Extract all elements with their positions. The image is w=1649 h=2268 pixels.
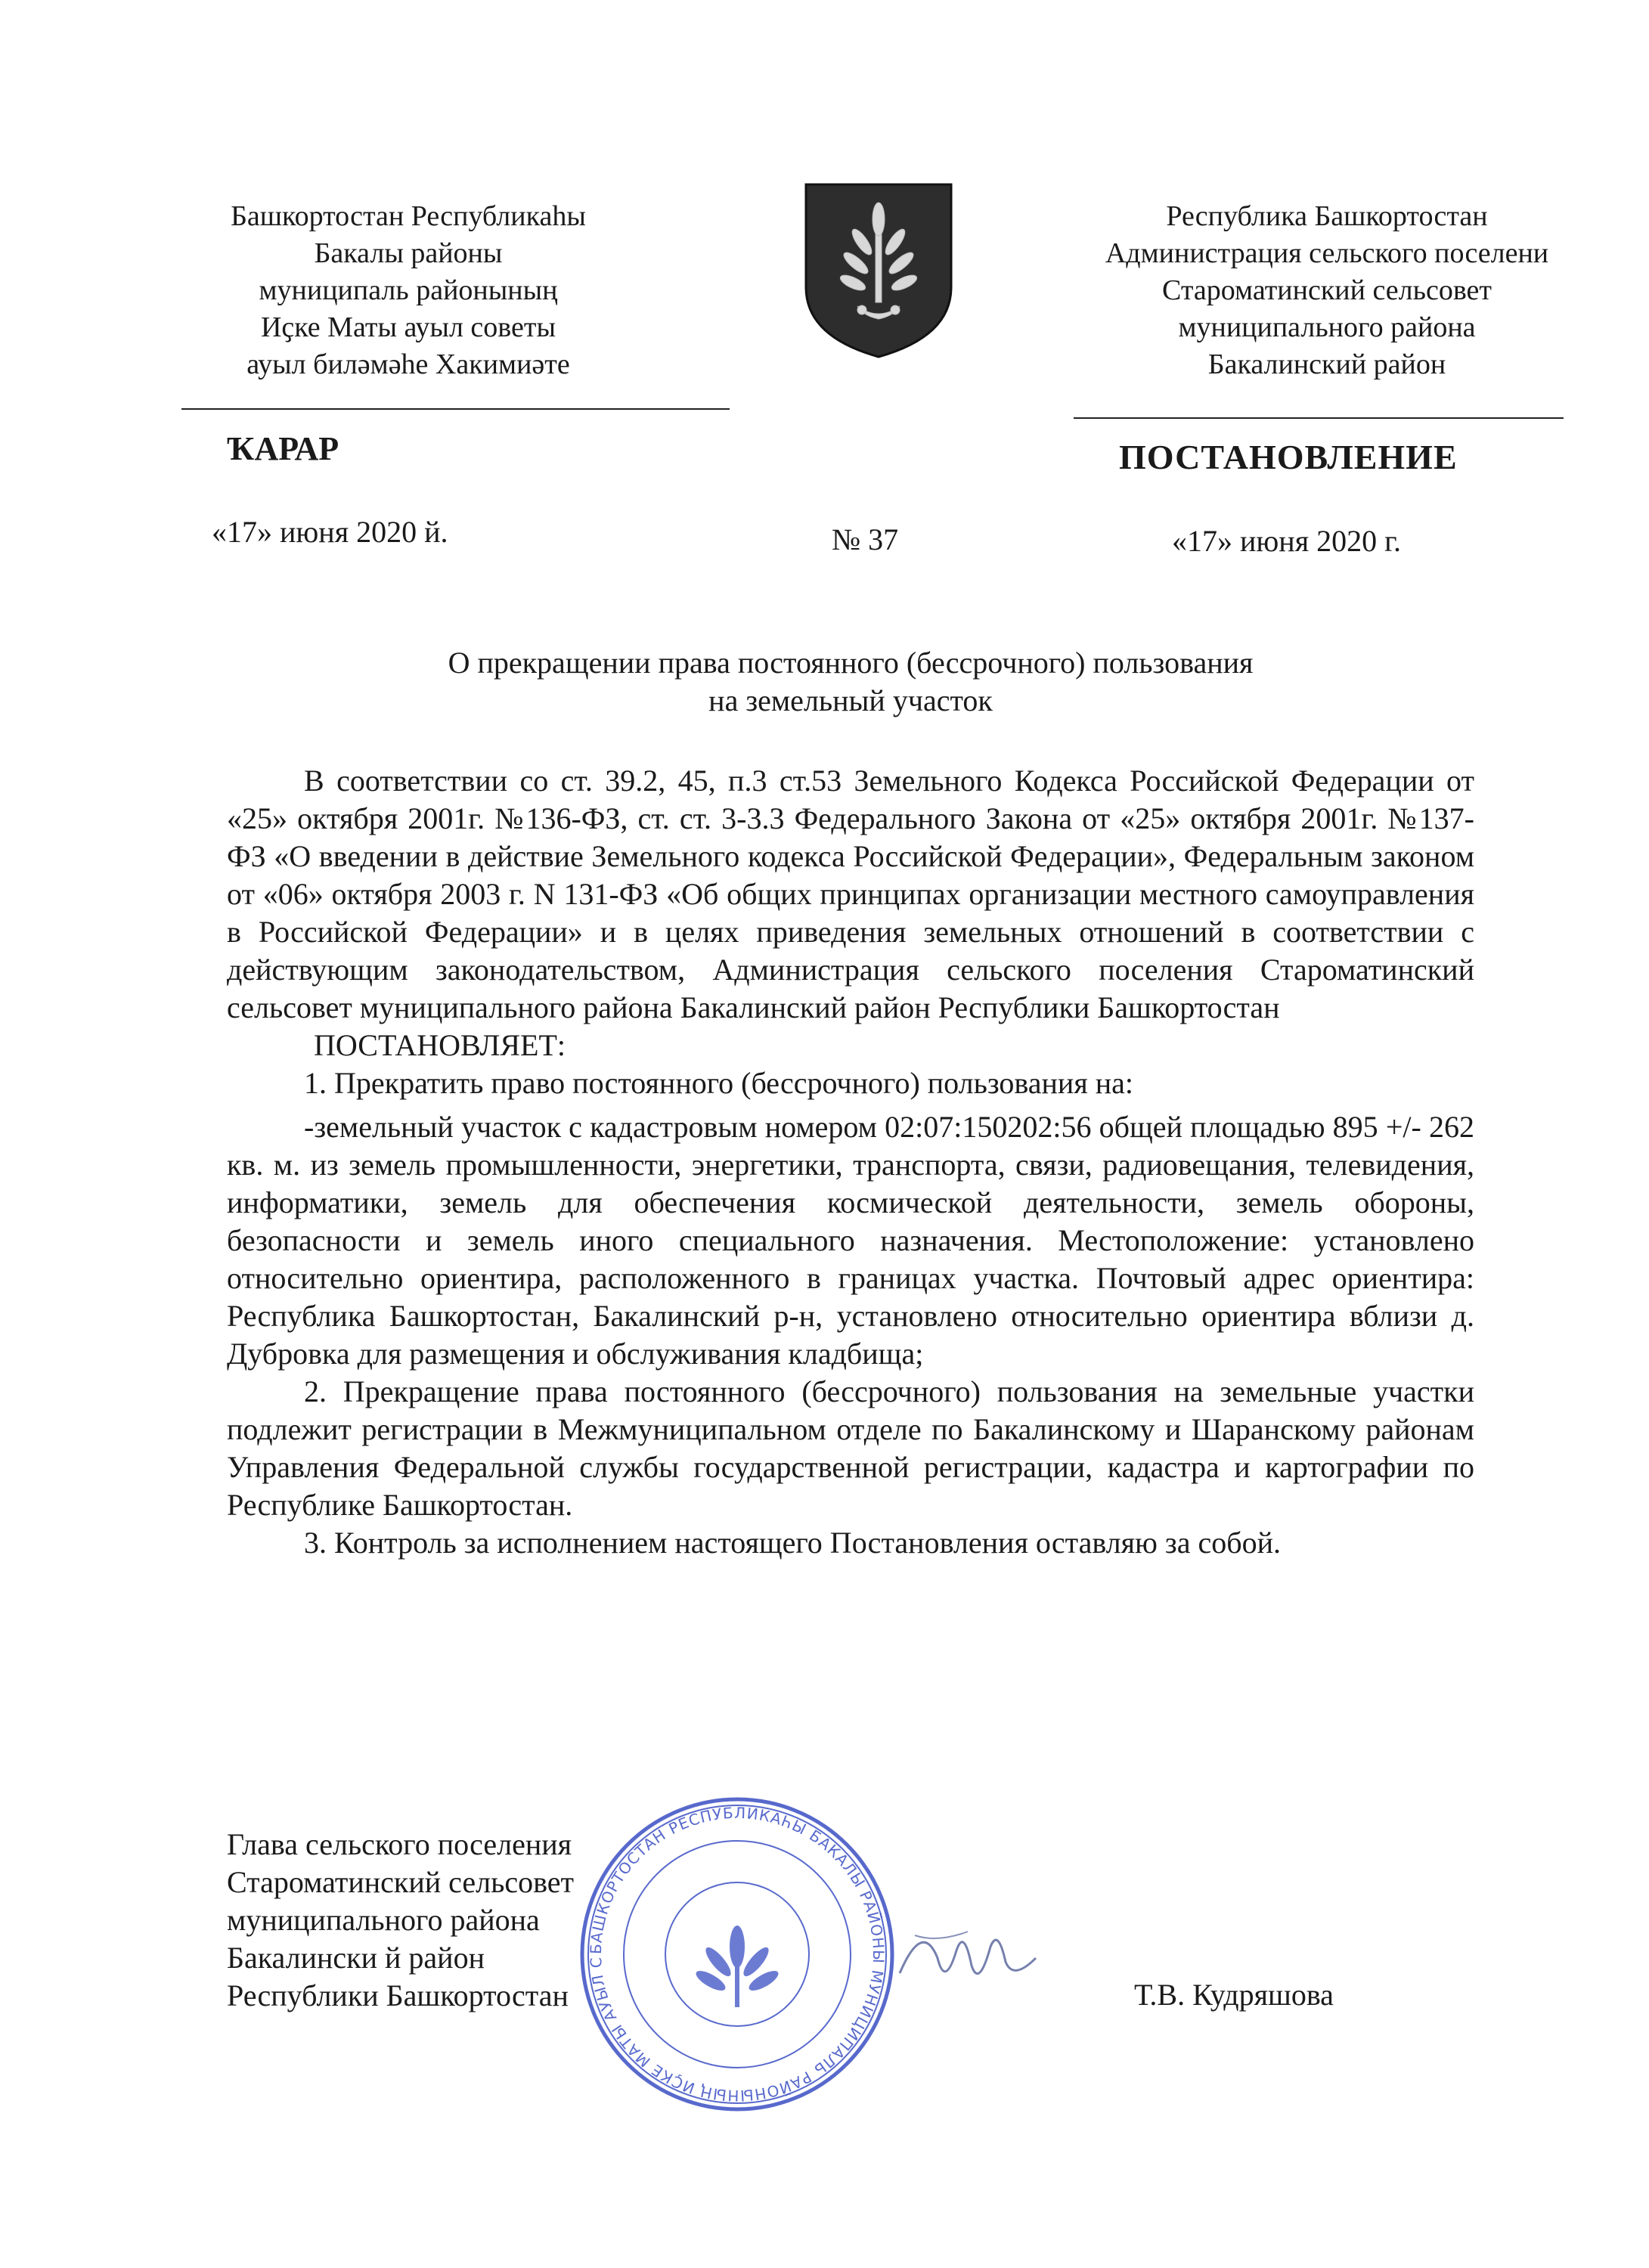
header-right-block (1043, 198, 1610, 383)
body-preamble: В соответствии со ст. 39.2, 45, п.3 ст.53 Земельного Кодекса Российской Федерации от «25» октября 2001г. №136-ФЗ, ст. ст. 3-3.3 Федерального Закона от «25» октября 2001г. №137-ФЗ «О введении в действие Земельного кодекса Российской Федерации», Федеральным законом от «06» октября 2003 г. N 131-ФЗ «Об общих принципах организации местного самоуправления в Российской Федерации» и в целях приведения земельных отношений в соответствии с действующим законодательством, Администрация сельского поселения Староматинский сельсовет муниципального района Бакалинский район Республики Башкортостан (227, 764, 1474, 1024)
coat-of-arms-emblem-icon (803, 181, 954, 359)
signature-position-line: Бакалински й район (227, 1941, 485, 1975)
decree-subject-line: О прекращении права постоянного (бессрочного) пользования (448, 646, 1254, 680)
signature-position-line: Республики Башкортостан (227, 1978, 569, 2012)
decree-subject-line: на земельный участок (708, 683, 993, 717)
body-item-2: 2. Прекращение права постоянного (бессрочного) пользования на земельные участки подлежит регистрации в Межмуниципальном отделе по Бакалинскому и Шаранскому районам Управления Федеральной службы государственной регистрации, кадастра и картографии по Республике Башкортостан. (227, 1374, 1474, 1522)
official-stamp (575, 1792, 900, 2117)
decree-body (227, 762, 1474, 1562)
header-right-line: Староматинский сельсовет (1161, 274, 1492, 306)
body-item-1-detail: -земельный участок с кадастровым номером 02:07:150202:56 общей площадью 895 +/- 262 кв. м. из земель промышленности, энергетики, транспорта, связи, радиовещания, телевидения, информатики, земель для обеспечения космической деятельности, земель обороны, безопасности и земель иного специального назначения. Местоположение: установлено относительно ориентира, расположенного в границах участка. Почтовый адрес ориентира: Республика Башкортостан, Бакалинский р-н, установлено относительно ориентира вблизи д. Дубровка для размещения и обслуживания кладбища; (227, 1110, 1474, 1371)
decree-title-bashkir: ҠАРАР (227, 430, 339, 467)
header-left-line: ауыл биләмәhе Хакимиәте (246, 349, 570, 380)
stamp-text: БАШКОРТОСТАН РЕСПУБЛИКАҺЫ БАКАЛЫ РАЙОНЫ МУНИЦИПАЛЬ РАЙОНЫНЫҢ ИҪКЕ МАТЫ АУЫЛ С (586, 1803, 888, 2105)
header-right-line: Бакалинский район (1207, 349, 1446, 380)
body-item-1: 1. Прекратить право постоянного (бессрочного) пользования на: (304, 1066, 1134, 1100)
decree-subject (227, 644, 1474, 720)
signature-position-line: Староматинский сельсовет (227, 1865, 575, 1899)
header-right-line: муниципального района (1178, 311, 1476, 343)
decree-title-russian: ПОСТАНОВЛЕНИЕ (1119, 438, 1458, 476)
decree-date-right: «17» июня 2020 г. (1172, 524, 1401, 558)
header-left-line: Башкортостан Республикаhы (231, 200, 586, 232)
header-right-line: Администрация сельского поселени (1105, 237, 1549, 269)
body-resolves: ПОСТАНОВЛЯЕТ: (314, 1028, 566, 1062)
body-item-3: 3. Контроль за исполнением настоящего Постановления оставляю за собой. (304, 1526, 1281, 1560)
signature-position-line: Глава сельского поселения (227, 1827, 572, 1861)
header-right-rule (1074, 417, 1564, 419)
header-right-line: Республика Башкортостан (1166, 200, 1488, 232)
handwritten-signature (892, 1905, 1043, 2003)
header-left-rule (181, 408, 730, 410)
header-left-line: муниципаль районының (259, 274, 558, 306)
signatory-name: Т.В. Кудряшова (1134, 1978, 1334, 2012)
signature-position-line: муниципального района (227, 1903, 540, 1937)
decree-date-left: «17» июня 2020 й. (212, 515, 448, 549)
header-left-line: Бакалы районы (314, 237, 503, 269)
decree-number: № 37 (832, 522, 899, 556)
signature-position (227, 1826, 574, 2015)
header-left-line: Иҫке Маты ауыл советы (260, 311, 556, 343)
header-left-block (174, 198, 643, 383)
